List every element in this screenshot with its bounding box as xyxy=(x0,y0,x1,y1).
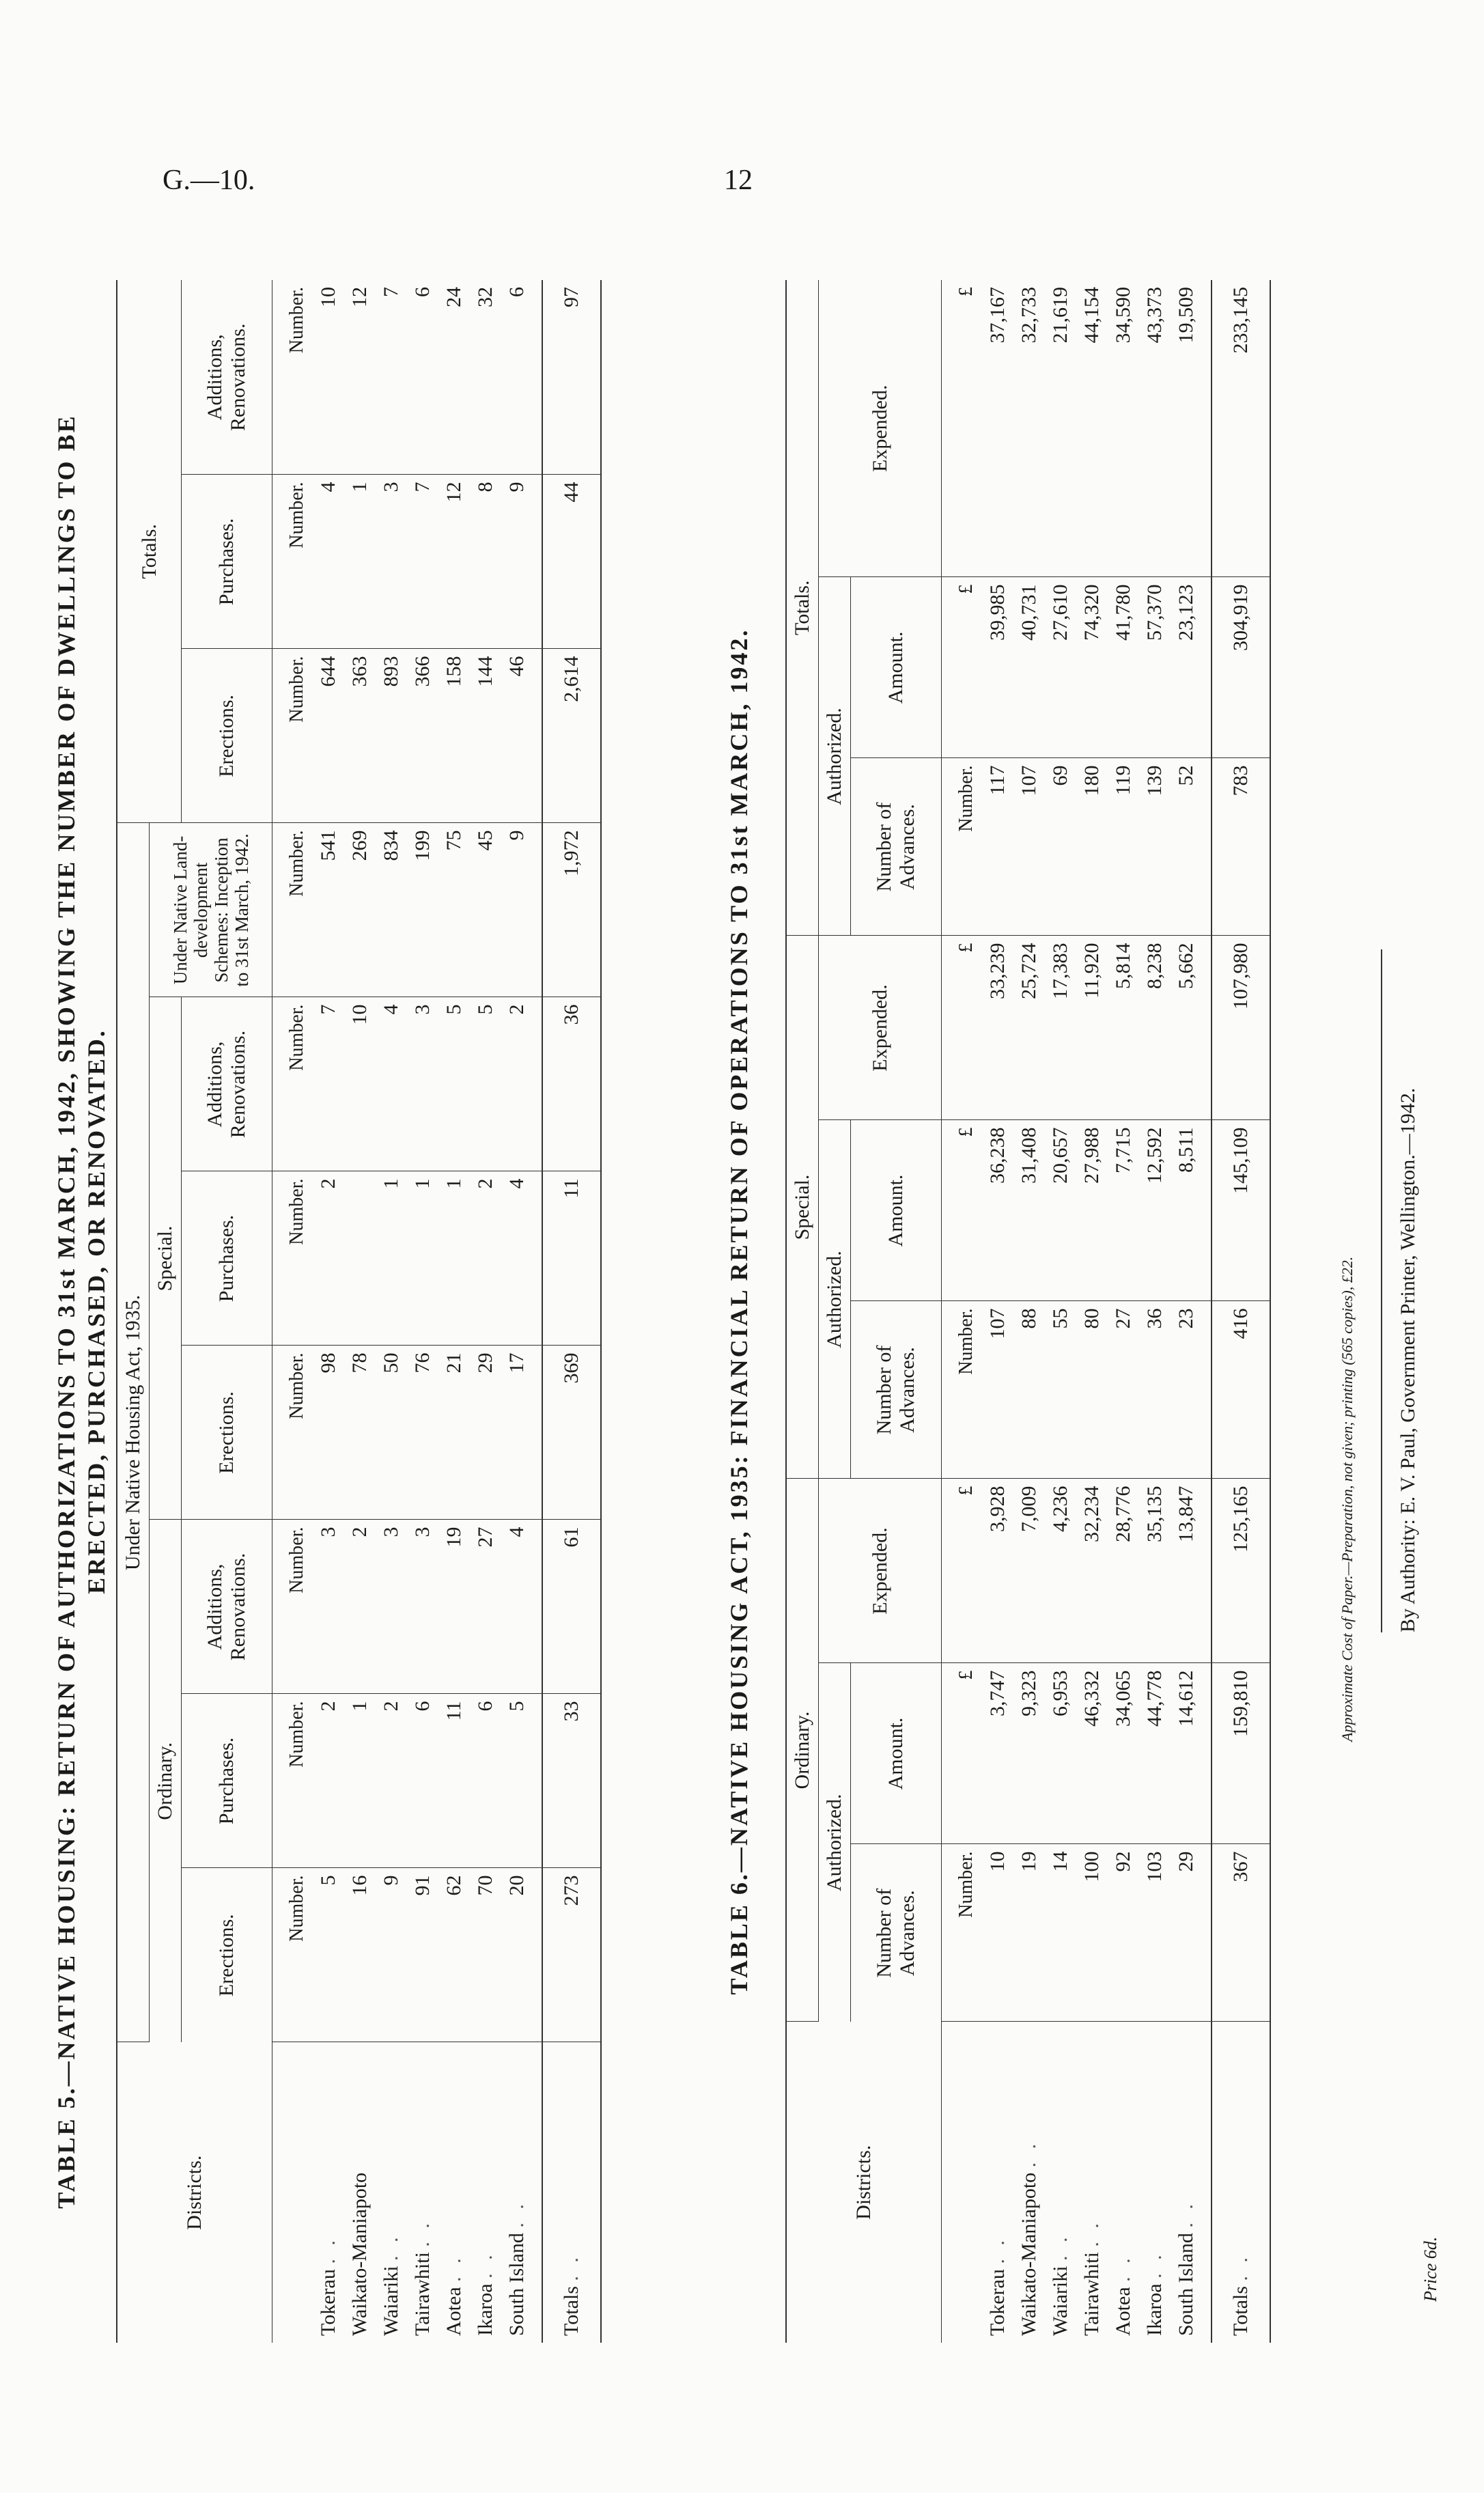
value-cell: 55 xyxy=(1045,1301,1076,1479)
value-cell: 37,167 xyxy=(982,280,1013,577)
t5-col-additions: Additions, Renovations. xyxy=(182,280,272,475)
district-cell xyxy=(501,2042,542,2343)
value-cell: 366 xyxy=(407,649,438,823)
units-row xyxy=(942,280,983,2343)
total-value: 33 xyxy=(542,1694,601,1868)
leader-dots: . . xyxy=(986,2236,1009,2264)
t5-districts-header: Districts. xyxy=(117,2042,272,2343)
t6-authorized-header: Authorized. xyxy=(819,577,851,936)
value-cell: 3,928 xyxy=(982,1479,1013,1663)
t5-col-additions: Additions, Renovations. xyxy=(182,1520,272,1694)
value-cell: 19 xyxy=(438,1520,470,1694)
value-cell: 20 xyxy=(501,1868,542,2042)
total-value: 145,109 xyxy=(1212,1120,1270,1301)
value-cell: 17,383 xyxy=(1045,936,1076,1120)
leader-dots: . . xyxy=(380,2233,402,2261)
total-value: 125,165 xyxy=(1212,1479,1270,1663)
value-cell: 74,320 xyxy=(1076,577,1108,758)
unit-label: £ xyxy=(942,936,983,1120)
value-cell: 2 xyxy=(344,1520,376,1694)
page-number: 12 xyxy=(724,165,753,196)
unit-label: Number. xyxy=(272,280,313,475)
unit-label: Number. xyxy=(272,1868,313,2042)
total-value: 1,972 xyxy=(542,823,601,997)
value-cell: 29 xyxy=(1171,1844,1212,2022)
value-cell: 62 xyxy=(438,1868,470,2042)
value-cell: 1 xyxy=(407,1171,438,1346)
value-cell: 98 xyxy=(313,1346,344,1520)
value-cell: 25,724 xyxy=(1013,936,1045,1120)
district-cell xyxy=(1171,2022,1212,2343)
value-cell: 2 xyxy=(313,1171,344,1346)
value-cell: 29 xyxy=(470,1346,501,1520)
total-value: 233,145 xyxy=(1212,280,1270,577)
t6-authorized-header: Authorized. xyxy=(819,1120,851,1479)
district-name: Waiariki xyxy=(1049,2266,1072,2336)
leader-dots: . . xyxy=(474,2251,496,2279)
district-name: Ikaroa xyxy=(474,2283,496,2336)
district-name: Aotea xyxy=(1112,2287,1134,2336)
t6-authorized-header: Authorized. xyxy=(819,1663,851,2022)
district-cell xyxy=(407,2042,438,2343)
unit-label: Number. xyxy=(942,1844,983,2022)
table-row xyxy=(313,280,344,2343)
value-cell: 10 xyxy=(982,1844,1013,2022)
value-cell: 20,657 xyxy=(1045,1120,1076,1301)
value-cell: 9 xyxy=(501,823,542,997)
value-cell: 12 xyxy=(344,280,376,475)
value-cell: 2 xyxy=(501,997,542,1171)
value-cell: 541 xyxy=(313,823,344,997)
value-cell: 52 xyxy=(1171,758,1212,936)
value-cell: 78 xyxy=(344,1346,376,1520)
leader-dots: . . xyxy=(505,2200,528,2228)
unit-label: £ xyxy=(942,280,983,577)
table-row xyxy=(1045,280,1076,2343)
value-cell: 16 xyxy=(344,1868,376,2042)
unit-label: £ xyxy=(942,1663,983,1844)
t6-col-advances: Number of Advances. xyxy=(851,758,942,936)
page-reference: G.—10. xyxy=(163,165,255,196)
table6-title: TABLE 6.—NATIVE HOUSING ACT, 1935: FINANCIAL RETURN OF OPERATIONS TO 31st MARCH, 1942. xyxy=(725,628,753,1995)
t6-col-amount: Amount. xyxy=(851,1120,942,1301)
totals-label-cell xyxy=(1212,2022,1270,2343)
value-cell: 43,373 xyxy=(1139,280,1171,577)
value-cell: 7,715 xyxy=(1108,1120,1139,1301)
value-cell: 7 xyxy=(376,280,407,475)
value-cell: 44,778 xyxy=(1139,1663,1171,1844)
total-value: 107,980 xyxy=(1212,936,1270,1120)
value-cell: 107 xyxy=(982,1301,1013,1479)
value-cell: 1 xyxy=(344,475,376,649)
table6 xyxy=(785,280,1271,2343)
table-row xyxy=(1076,280,1108,2343)
total-value: 11 xyxy=(542,1171,601,1346)
value-cell: 8 xyxy=(470,475,501,649)
unit-label: Number. xyxy=(272,1171,313,1346)
value-cell: 180 xyxy=(1076,758,1108,936)
value-cell: 5 xyxy=(501,1694,542,1868)
district-cell xyxy=(1045,2022,1076,2343)
district-name: Waiariki xyxy=(380,2266,402,2336)
value-cell: 3 xyxy=(313,1520,344,1694)
value-cell: 2 xyxy=(376,1694,407,1868)
value-cell: 91 xyxy=(407,1868,438,2042)
value-cell: 19,509 xyxy=(1171,280,1212,577)
unit-label: £ xyxy=(942,1479,983,1663)
value-cell: 50 xyxy=(376,1346,407,1520)
t5-col-erections: Erections. xyxy=(182,1346,272,1520)
value-cell: 3 xyxy=(407,997,438,1171)
units-spacer xyxy=(272,2042,313,2343)
value-cell: 34,065 xyxy=(1108,1663,1139,1844)
table5 xyxy=(116,280,602,2343)
value-cell: 24 xyxy=(438,280,470,475)
value-cell: 21 xyxy=(438,1346,470,1520)
value-cell: 10 xyxy=(344,997,376,1171)
value-cell xyxy=(344,1171,376,1346)
value-cell: 10 xyxy=(313,280,344,475)
unit-label: £ xyxy=(942,1120,983,1301)
total-value: 2,614 xyxy=(542,649,601,823)
table-row xyxy=(1108,280,1139,2343)
district-cell xyxy=(1139,2022,1171,2343)
leader-dots: . . xyxy=(1143,2251,1166,2279)
cost-note: Approximate Cost of Paper.—Preparation, not given; printing (565 copies), £22. xyxy=(1339,1256,1356,1742)
t5-group-ordinary: Ordinary. xyxy=(150,1520,182,2042)
table5-title-line2: ERECTED, PURCHASED, OR RENOVATED. xyxy=(83,1029,110,1594)
value-cell: 27,610 xyxy=(1045,577,1076,758)
t5-col-purchases: Purchases. xyxy=(182,1694,272,1868)
totals-label: Totals xyxy=(1229,2286,1252,2336)
leader-dots: . . xyxy=(1112,2254,1134,2282)
rotated-sheet xyxy=(41,280,1440,2343)
district-name: South Island xyxy=(1175,2233,1197,2336)
table-row xyxy=(376,280,407,2343)
value-cell: 39,985 xyxy=(982,577,1013,758)
t6-expended-header: Expended. xyxy=(819,280,942,577)
district-name: Tokerau xyxy=(317,2269,339,2336)
value-cell: 35,135 xyxy=(1139,1479,1171,1663)
value-cell: 92 xyxy=(1108,1844,1139,2022)
total-value: 97 xyxy=(542,280,601,475)
leader-dots: . . xyxy=(1049,2233,1072,2261)
totals-label-cell xyxy=(542,2042,601,2343)
value-cell: 2 xyxy=(470,1171,501,1346)
value-cell: 36 xyxy=(1139,1301,1171,1479)
t6-group-ordinary: Ordinary. xyxy=(786,1479,819,2022)
value-cell: 12,592 xyxy=(1139,1120,1171,1301)
value-cell: 8,511 xyxy=(1171,1120,1212,1301)
t6-col-amount: Amount. xyxy=(851,1663,942,1844)
value-cell: 11,920 xyxy=(1076,936,1108,1120)
district-name: Waikato-Maniapoto xyxy=(348,2172,371,2336)
unit-label: £ xyxy=(942,577,983,758)
total-value: 783 xyxy=(1212,758,1270,936)
value-cell: 893 xyxy=(376,649,407,823)
value-cell: 7,009 xyxy=(1013,1479,1045,1663)
t6-districts-header: Districts. xyxy=(786,2022,942,2343)
t6-group-totals: Totals. xyxy=(786,280,819,936)
value-cell: 28,776 xyxy=(1108,1479,1139,1663)
district-name: Tairawhiti xyxy=(1080,2252,1103,2336)
unit-label: Number. xyxy=(272,1346,313,1520)
totals-label: Totals xyxy=(560,2286,583,2336)
table-row xyxy=(344,280,376,2343)
value-cell: 2 xyxy=(313,1694,344,1868)
value-cell: 6,953 xyxy=(1045,1663,1076,1844)
value-cell: 834 xyxy=(376,823,407,997)
table5-title-line1: TABLE 5.—NATIVE HOUSING: RETURN OF AUTHORIZATIONS TO 31st MARCH, 1942, SHOWING THE NUMBER OF DWELLINGS TO BE xyxy=(53,414,80,2209)
value-cell: 9 xyxy=(501,475,542,649)
t5-col-purchases: Purchases. xyxy=(182,475,272,649)
value-cell: 4,236 xyxy=(1045,1479,1076,1663)
table-row xyxy=(407,280,438,2343)
value-cell: 14,612 xyxy=(1171,1663,1212,1844)
t6-body xyxy=(942,280,1271,2343)
leader-dots: . . xyxy=(411,2219,434,2247)
value-cell: 13,847 xyxy=(1171,1479,1212,1663)
total-value: 61 xyxy=(542,1520,601,1694)
t5-col-erections: Erections. xyxy=(182,1868,272,2042)
value-cell: 57,370 xyxy=(1139,577,1171,758)
value-cell: 69 xyxy=(1045,758,1076,936)
value-cell: 44,154 xyxy=(1076,280,1108,577)
value-cell: 1 xyxy=(438,1171,470,1346)
leader-dots: . . xyxy=(1018,2139,1040,2168)
value-cell: 76 xyxy=(407,1346,438,1520)
value-cell: 363 xyxy=(344,649,376,823)
t6-group-special: Special. xyxy=(786,936,819,1479)
t5-col-additions: Additions, Renovations. xyxy=(182,997,272,1171)
value-cell: 4 xyxy=(313,475,344,649)
district-cell xyxy=(1108,2022,1139,2343)
value-cell: 31,408 xyxy=(1013,1120,1045,1301)
value-cell: 11 xyxy=(438,1694,470,1868)
t5-col-erections: Erections. xyxy=(182,649,272,823)
value-cell: 75 xyxy=(438,823,470,997)
unit-label: Number. xyxy=(942,1301,983,1479)
value-cell: 9 xyxy=(376,1868,407,2042)
t6-col-advances: Number of Advances. xyxy=(851,1844,942,2022)
value-cell: 119 xyxy=(1108,758,1139,936)
value-cell: 33,239 xyxy=(982,936,1013,1120)
leader-dots: . . xyxy=(443,2254,465,2282)
value-cell: 5,662 xyxy=(1171,936,1212,1120)
value-cell: 45 xyxy=(470,823,501,997)
district-cell xyxy=(1076,2022,1108,2343)
value-cell: 34,590 xyxy=(1108,280,1139,577)
t5-col-purchases: Purchases. xyxy=(182,1171,272,1346)
value-cell: 46,332 xyxy=(1076,1663,1108,1844)
district-cell xyxy=(982,2022,1013,2343)
value-cell: 32,733 xyxy=(1013,280,1045,577)
leader-dots: . . xyxy=(1175,2200,1197,2228)
value-cell: 644 xyxy=(313,649,344,823)
value-cell: 139 xyxy=(1139,758,1171,936)
t6-col-advances: Number of Advances. xyxy=(851,1301,942,1479)
value-cell: 80 xyxy=(1076,1301,1108,1479)
table-row xyxy=(470,280,501,2343)
table-row xyxy=(438,280,470,2343)
unit-label: Number. xyxy=(942,758,983,936)
leader-dots: . . xyxy=(1080,2219,1103,2247)
unit-label: Number. xyxy=(272,823,313,997)
value-cell: 46 xyxy=(501,649,542,823)
value-cell: 3 xyxy=(376,1520,407,1694)
value-cell: 9,323 xyxy=(1013,1663,1045,1844)
table-row xyxy=(982,280,1013,2343)
value-cell: 3 xyxy=(376,475,407,649)
value-cell: 199 xyxy=(407,823,438,997)
district-cell xyxy=(313,2042,344,2343)
authority-line: By Authority: E. V. Paul, Government Printer, Wellington.—1942. xyxy=(1397,1087,1419,1632)
district-cell xyxy=(438,2042,470,2343)
t5-group-act: Under Native Housing Act, 1935. xyxy=(117,823,150,2042)
value-cell: 27 xyxy=(1108,1301,1139,1479)
value-cell: 41,780 xyxy=(1108,577,1139,758)
table-row xyxy=(1139,280,1171,2343)
district-name: Tairawhiti xyxy=(411,2252,434,2336)
leader-dots: . . xyxy=(317,2236,339,2264)
district-cell xyxy=(1013,2022,1045,2343)
total-value: 369 xyxy=(542,1346,601,1520)
value-cell: 14 xyxy=(1045,1844,1076,2022)
district-cell xyxy=(344,2042,376,2343)
footer-rule xyxy=(1381,949,1382,1632)
total-value: 273 xyxy=(542,1868,601,2042)
district-name: Waikato-Maniapoto xyxy=(1018,2172,1040,2336)
value-cell: 5,814 xyxy=(1108,936,1139,1120)
district-name: Tokerau xyxy=(986,2269,1009,2336)
value-cell: 144 xyxy=(470,649,501,823)
value-cell: 7 xyxy=(407,475,438,649)
value-cell: 6 xyxy=(407,280,438,475)
unit-label: Number. xyxy=(272,1520,313,1694)
t5-group-totals: Totals. xyxy=(117,280,182,823)
total-value: 367 xyxy=(1212,1844,1270,2022)
value-cell: 23 xyxy=(1171,1301,1212,1479)
value-cell: 36,238 xyxy=(982,1120,1013,1301)
total-value: 159,810 xyxy=(1212,1663,1270,1844)
district-cell xyxy=(376,2042,407,2343)
unit-label: Number. xyxy=(272,475,313,649)
leader-dots: . . xyxy=(560,2253,583,2281)
t6-expended-header: Expended. xyxy=(819,936,942,1120)
value-cell: 19 xyxy=(1013,1844,1045,2022)
t6-col-amount: Amount. xyxy=(851,577,942,758)
district-name: Aotea xyxy=(443,2287,465,2336)
total-value: 36 xyxy=(542,997,601,1171)
value-cell: 5 xyxy=(470,997,501,1171)
t5-col-landdev: Under Native Land-development Schemes: Inception to 31st March, 1942. xyxy=(150,823,272,997)
district-name: Ikaroa xyxy=(1143,2283,1166,2336)
totals-row xyxy=(1212,280,1270,2343)
value-cell: 107 xyxy=(1013,758,1045,936)
value-cell: 5 xyxy=(438,997,470,1171)
value-cell: 5 xyxy=(313,1868,344,2042)
table-row xyxy=(1171,280,1212,2343)
t5-body xyxy=(272,280,602,2343)
value-cell: 7 xyxy=(313,997,344,1171)
value-cell: 32,234 xyxy=(1076,1479,1108,1663)
total-value: 416 xyxy=(1212,1301,1270,1479)
table-row xyxy=(501,280,542,2343)
table-row xyxy=(1013,280,1045,2343)
value-cell: 23,123 xyxy=(1171,577,1212,758)
total-value: 304,919 xyxy=(1212,577,1270,758)
units-spacer xyxy=(942,2022,983,2343)
price-note: Price 6d. xyxy=(1420,2236,1440,2302)
value-cell: 1 xyxy=(344,1694,376,1868)
unit-label: Number. xyxy=(272,1694,313,1868)
value-cell: 12 xyxy=(438,475,470,649)
value-cell: 6 xyxy=(501,280,542,475)
totals-row xyxy=(542,280,601,2343)
value-cell: 103 xyxy=(1139,1844,1171,2022)
unit-label: Number. xyxy=(272,997,313,1171)
value-cell: 4 xyxy=(501,1171,542,1346)
value-cell: 100 xyxy=(1076,1844,1108,2022)
value-cell: 8,238 xyxy=(1139,936,1171,1120)
value-cell: 40,731 xyxy=(1013,577,1045,758)
unit-label: Number. xyxy=(272,649,313,823)
value-cell: 21,619 xyxy=(1045,280,1076,577)
value-cell: 158 xyxy=(438,649,470,823)
value-cell: 27 xyxy=(470,1520,501,1694)
value-cell: 27,988 xyxy=(1076,1120,1108,1301)
table5-title xyxy=(51,280,111,2343)
value-cell: 4 xyxy=(501,1520,542,1694)
value-cell: 3 xyxy=(407,1520,438,1694)
value-cell: 88 xyxy=(1013,1301,1045,1479)
value-cell: 6 xyxy=(407,1694,438,1868)
district-cell xyxy=(470,2042,501,2343)
value-cell: 17 xyxy=(501,1346,542,1520)
total-value: 44 xyxy=(542,475,601,649)
value-cell: 117 xyxy=(982,758,1013,936)
value-cell: 32 xyxy=(470,280,501,475)
t6-expended-header: Expended. xyxy=(819,1479,942,1663)
value-cell: 3,747 xyxy=(982,1663,1013,1844)
value-cell: 70 xyxy=(470,1868,501,2042)
district-name: South Island xyxy=(505,2233,528,2336)
value-cell: 4 xyxy=(376,997,407,1171)
t5-group-special: Special. xyxy=(150,997,182,1520)
value-cell: 269 xyxy=(344,823,376,997)
units-row xyxy=(272,280,313,2343)
leader-dots: . . xyxy=(1229,2253,1252,2281)
value-cell: 1 xyxy=(376,1171,407,1346)
value-cell: 6 xyxy=(470,1694,501,1868)
